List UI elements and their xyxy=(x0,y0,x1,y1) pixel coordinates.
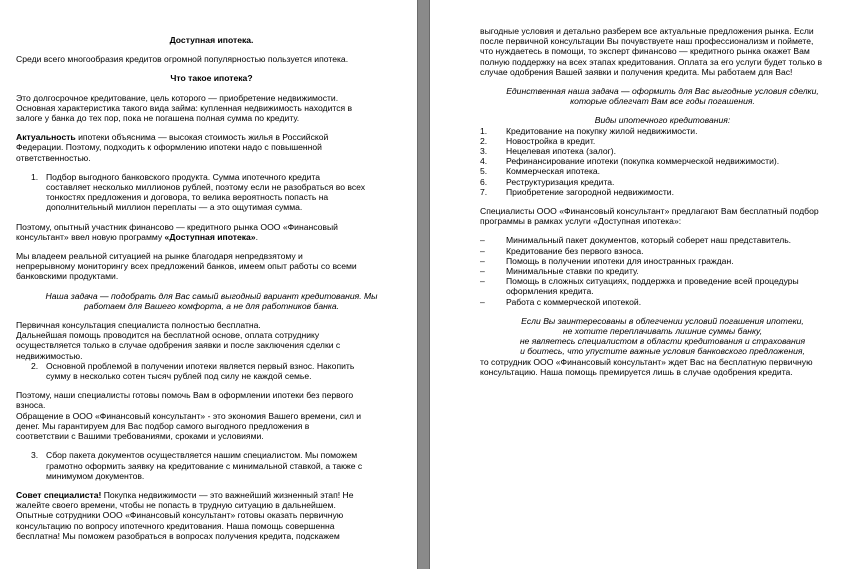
paragraph-market xyxy=(16,251,407,282)
item-text: Помощь в сложных ситуациях, поддержка и проведение всей процедуры xyxy=(506,276,799,287)
text-line: Наша задача — подобрать для Вас самый выгодный вариант кредитования. Мы xyxy=(45,290,378,301)
quote-our-task xyxy=(16,291,407,311)
text-line: консультацию по вопросу ипотечного кредитования. Наша помощь совершенна xyxy=(16,520,335,531)
text-line: жалейте своего времени, чтобы не попасть в трудную ситуацию в дальнейшем. xyxy=(16,500,336,511)
item-number: 4. xyxy=(480,156,488,167)
dash-bullet: – xyxy=(480,245,485,256)
text-line: которые облегчат Вам все годы погашения. xyxy=(570,96,755,107)
text-line: Специалисты ООО «Финансовый консультант» предлагают Вам бесплатный подбор xyxy=(480,206,819,217)
text-line: дополнительный миллион переплаты — а это ощутимая сумма. xyxy=(46,202,303,213)
item-number: 1. xyxy=(480,125,488,136)
text-line: консультацию. Наша помощь премируется лишь в случае одобрения кредита. xyxy=(480,366,793,377)
text-run: консультант» ввел новую программу xyxy=(16,231,165,242)
text-line: залоге у банка до тех пор, пока не погашена полная сумма по кредиту. xyxy=(16,113,300,124)
program-name: «Доступная ипотека» xyxy=(164,231,256,242)
text-line: денег. Мы гарантируем для Вас подбор самого выгодного предложения в xyxy=(16,420,310,431)
item-number: 5. xyxy=(480,166,488,177)
text-line: составляет несколько миллионов рублей, поэтому если не разобраться во всех xyxy=(46,182,366,193)
text-line xyxy=(16,490,407,500)
dash-bullet: – xyxy=(480,276,485,287)
item-text: оформления кредита. xyxy=(506,286,594,297)
text-line: непрерывному мониторингу всех предложений банков, имеем опыт работы со всеми xyxy=(16,261,357,272)
text-line: взноса. xyxy=(16,400,46,411)
list-item xyxy=(480,136,845,146)
text-line: и боитесь, что упустите важные условия банковского предложения, xyxy=(520,346,805,357)
item-text: Рефинансирование ипотеки (покупка коммерческой недвижимости). xyxy=(506,156,780,167)
text-line: Подбор выгодного банковского продукта. Сумма ипотечного кредита xyxy=(46,171,321,182)
text-line: не являетесь специалистом в области кредитования и страхования xyxy=(519,336,806,347)
item-number: 6. xyxy=(480,176,488,187)
paragraph-closing xyxy=(480,357,845,377)
text-line xyxy=(16,232,407,242)
text-line: Опытные сотрудники ООО «Финансовый консультант» готовы оказать первичную xyxy=(16,510,344,521)
text-line: Если Вы заинтересованы в облегчении условий погашения ипотеки, xyxy=(521,315,804,326)
text-line: тонкостях предложения и договора, то велика вероятность попасть на xyxy=(46,192,329,203)
text-line: то сотрудник ООО «Финансовый консультант» ждет Вас на бесплатную первичную xyxy=(480,356,813,367)
text-line: Основная характеристика такого вида займа: купленная недвижимость находится в xyxy=(16,102,353,113)
item-number: 2. xyxy=(480,135,488,146)
dash-bullet: – xyxy=(480,235,485,246)
text-line: минимумом документов. xyxy=(46,470,145,481)
mortgage-types-list xyxy=(480,126,845,197)
list-item xyxy=(480,266,845,276)
list-item xyxy=(480,297,845,307)
list-item xyxy=(480,156,845,166)
item-text: Работа с коммерческой ипотекой. xyxy=(506,296,642,307)
item-number: 7. xyxy=(480,186,488,197)
page-gutter xyxy=(417,0,430,569)
section-heading-what-is-mortgage: Что такое ипотека? xyxy=(170,73,253,84)
text-line: полную поддержку на всех этапах кредитования. Оплата за его услуги будет только в xyxy=(480,56,823,67)
text-line: Единственная наша задача — оформить для Вас выгодные условия сделки, xyxy=(506,86,819,97)
text-line: Первичная консультация специалиста полностью бесплатна. xyxy=(16,320,261,331)
text-line: что нуждаетесь в помощи, то эксперт финансово — кредитного рынка окажет Вам xyxy=(480,46,810,57)
item-number: 3. xyxy=(480,146,488,157)
list-item xyxy=(480,235,845,245)
text-line: случае одобрения Вашей заявки и получения кредита. Мы работаем для Вас! xyxy=(480,66,793,77)
item-text: Реструктуризация кредита. xyxy=(506,176,615,187)
text-line: недвижимостью. xyxy=(16,350,83,361)
text-run: . xyxy=(255,231,258,242)
text-line: Основной проблемой в получении ипотеки является первый взнос. Накопить xyxy=(46,360,355,371)
paragraph-relevance xyxy=(16,132,407,163)
text-line: бесплатна! Мы поможем разобраться в вопросах получения кредита, подскажем xyxy=(16,530,340,541)
item-text: Приобретение загородной недвижимости. xyxy=(506,186,674,197)
paragraph-definition xyxy=(16,93,407,124)
text-line: Сбор пакета документов осуществляется нашим специалистом. Мы поможем xyxy=(46,450,358,461)
item-text: Новостройка в кредит. xyxy=(506,135,596,146)
quote-only-task xyxy=(480,86,845,106)
paragraph-free-selection xyxy=(480,206,845,226)
text-line: сумму в несколько сотен тысяч рублей под силу не каждой семье. xyxy=(46,371,312,382)
text-line: выгодные условия и детально разберем все актуальные предложения рынка. Если xyxy=(480,26,814,36)
item-number: 1. xyxy=(31,171,39,182)
list-item xyxy=(480,166,845,176)
dash-bullet: – xyxy=(480,266,485,277)
bold-lead: Совет специалиста! xyxy=(16,489,102,500)
numbered-item-2 xyxy=(16,361,407,381)
item-text: Коммерческая ипотека. xyxy=(506,166,601,177)
text-line: не хотите переплачивать лишние суммы банку, xyxy=(562,326,763,337)
text-line: соответствии с Вашими требованиями, сроками и условиями. xyxy=(16,431,264,442)
text-run: Покупка недвижимости — это важнейший жизненный этап! Не xyxy=(101,489,354,500)
text-line: банковскими продуктами. xyxy=(16,271,119,282)
item-number: 3. xyxy=(31,450,39,461)
document-page-right xyxy=(430,0,857,569)
text-line: Мы владеем реальной ситуацией на рынке благодаря непредвзятому и xyxy=(16,251,303,262)
text-line: ответственностью. xyxy=(16,152,91,163)
item-text: Минимальный пакет документов, который соберет наш представитель. xyxy=(506,235,792,246)
dash-bullet: – xyxy=(480,255,485,266)
text-line: осуществляется только в случае одобрения заявки и после заключения сделки с xyxy=(16,340,341,351)
text-line: Это долгосрочное кредитование, цель которого — приобретение недвижимости. xyxy=(16,92,339,103)
list-item xyxy=(480,187,845,197)
mortgage-types-heading: Виды ипотечного кредитования: xyxy=(594,115,731,126)
list-item xyxy=(480,146,845,156)
item-text: Помощь в получении ипотеки для иностранных граждан. xyxy=(506,255,734,266)
item-text: Кредитование на покупку жилой недвижимости. xyxy=(506,125,698,136)
list-item xyxy=(480,177,845,187)
text-line: программы в рамках услуги «Доступная ипотека»: xyxy=(480,216,682,227)
text-line: Федерации. Поэтому, подходить к оформлению ипотеки надо с повышенной xyxy=(16,142,322,153)
dash-bullet: – xyxy=(480,296,485,307)
item-text: Кредитование без первого взноса. xyxy=(506,245,644,256)
item-text: Нецелевая ипотека (залог). xyxy=(506,146,617,157)
item-text: Минимальные ставки по кредиту. xyxy=(506,266,639,277)
text-run: ипотеки объяснима — высокая стоимость жилья в Российской xyxy=(75,132,329,143)
intro-paragraph: Среди всего многообразия кредитов огромной популярностью пользуется ипотека. xyxy=(16,54,349,65)
list-item xyxy=(480,276,845,296)
text-line: после первичной консультации Вы почувствуете наш профессионализм и поймете, xyxy=(480,36,814,47)
numbered-item-1 xyxy=(16,172,407,213)
document-page-left xyxy=(0,0,417,569)
item-number: 2. xyxy=(31,360,39,371)
quote-if-interested xyxy=(480,316,845,357)
text-line xyxy=(16,132,407,142)
list-item xyxy=(480,126,845,136)
paragraph-consultation xyxy=(16,320,407,361)
paragraph-specialist-advice xyxy=(16,490,407,541)
text-line: Поэтому, опытный участник финансово — кредитного рынка ООО «Финансовый xyxy=(16,221,338,232)
text-line: Обращение в ООО «Финансовый консультант» - это экономия Вашего времени, сил и xyxy=(16,410,362,421)
bold-lead: Актуальность xyxy=(16,132,76,143)
text-line: Поэтому, наши специалисты готовы помочь Вам в оформлении ипотеки без первого xyxy=(16,390,354,401)
list-item xyxy=(480,256,845,266)
document-title: Доступная ипотека. xyxy=(169,35,254,45)
paragraph-no-down-payment xyxy=(16,390,407,441)
text-line: Дальнейшая помощь проводится на бесплатной основе, оплата сотруднику xyxy=(16,330,320,341)
paragraph-continuation xyxy=(480,26,845,77)
list-item xyxy=(480,246,845,256)
numbered-item-3 xyxy=(16,450,407,481)
benefits-list xyxy=(480,235,845,306)
text-line: работаем для Вашего комфорта, а не для работников банка. xyxy=(83,300,340,311)
paragraph-program xyxy=(16,222,407,242)
text-line: грамотно оформить заявку на кредитование с минимальной ставкой, а также с xyxy=(46,460,363,471)
